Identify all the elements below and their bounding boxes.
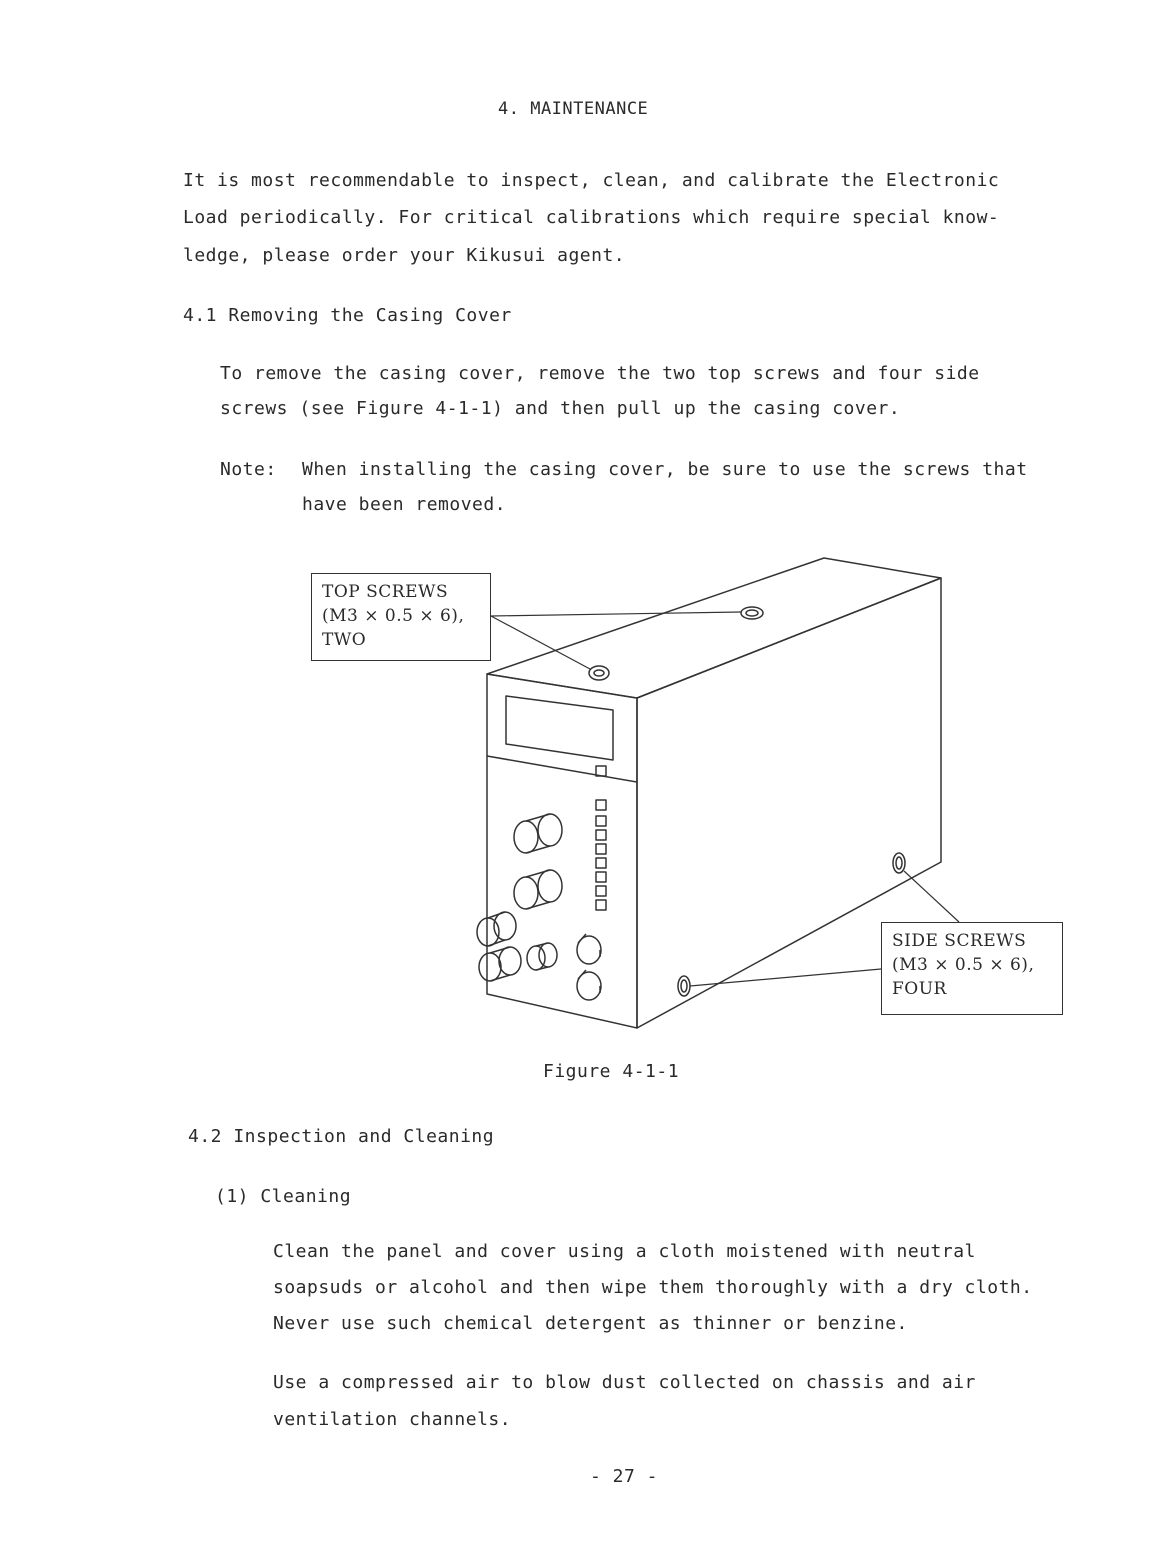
para2-line-1: Use a compressed air to blow dust collected on chassis and air [273, 1372, 976, 1393]
top-screws-callout [311, 573, 491, 661]
intro-line-2: Load periodically. For critical calibrations which require special know- [183, 207, 1000, 228]
note-label: Note: [220, 459, 277, 480]
top-screw-1 [741, 607, 763, 619]
note-line-2: have been removed. [302, 494, 507, 515]
terminal-2 [479, 947, 521, 981]
side-screws-callout [881, 922, 1063, 1015]
top-screw-2 [589, 666, 609, 680]
page-number: - 27 - [590, 1466, 659, 1487]
heading-4-2: 4.2 Inspection and Cleaning [188, 1126, 495, 1147]
intro-line-3: ledge, please order your Kikusui agent. [183, 245, 626, 266]
knob-1 [514, 814, 562, 853]
button-column [596, 800, 606, 910]
heading-cleaning: (1) Cleaning [215, 1186, 352, 1207]
heading-4-1: 4.1 Removing the Casing Cover [183, 305, 512, 326]
para2-line-2: ventilation channels. [273, 1409, 512, 1430]
body-4-1-line-2: screws (see Figure 4-1-1) and then pull up the casing cover. [220, 398, 901, 419]
para1-line-1: Clean the panel and cover using a cloth moistened with neutral [273, 1241, 976, 1262]
case-top-face [487, 558, 941, 698]
side-callout-line-2: (M3 × 0.5 × 6), [892, 955, 1035, 975]
para1-line-3: Never use such chemical detergent as thinner or benzine. [273, 1313, 908, 1334]
top-callout-line-2: (M3 × 0.5 × 6), [322, 606, 465, 626]
side-callout-line-3: FOUR [892, 979, 947, 999]
top-callout-line-1: TOP SCREWS [322, 582, 449, 602]
display-window [506, 696, 613, 760]
terminal-5 [577, 970, 601, 1000]
side-screw-1 [893, 853, 905, 873]
para1-line-2: soapsuds or alcohol and then wipe them thoroughly with a dry cloth. [273, 1277, 1033, 1298]
terminal-3 [527, 943, 557, 970]
note-line-1: When installing the casing cover, be sure to use the screws that [302, 459, 1028, 480]
body-4-1-line-1: To remove the casing cover, remove the two top screws and four side [220, 363, 980, 384]
terminal-1 [477, 912, 516, 946]
side-screw-2 [678, 976, 690, 996]
front-panel-divider [487, 756, 637, 782]
figure-caption: Figure 4-1-1 [543, 1061, 680, 1082]
top-callout-line-3: TWO [322, 630, 367, 650]
section-title: 4. MAINTENANCE [498, 99, 649, 119]
side-callout-line-1: SIDE SCREWS [892, 931, 1027, 951]
intro-line-1: It is most recommendable to inspect, clean, and calibrate the Electronic [183, 170, 1000, 191]
terminal-4 [577, 934, 601, 964]
knob-2 [514, 870, 562, 909]
